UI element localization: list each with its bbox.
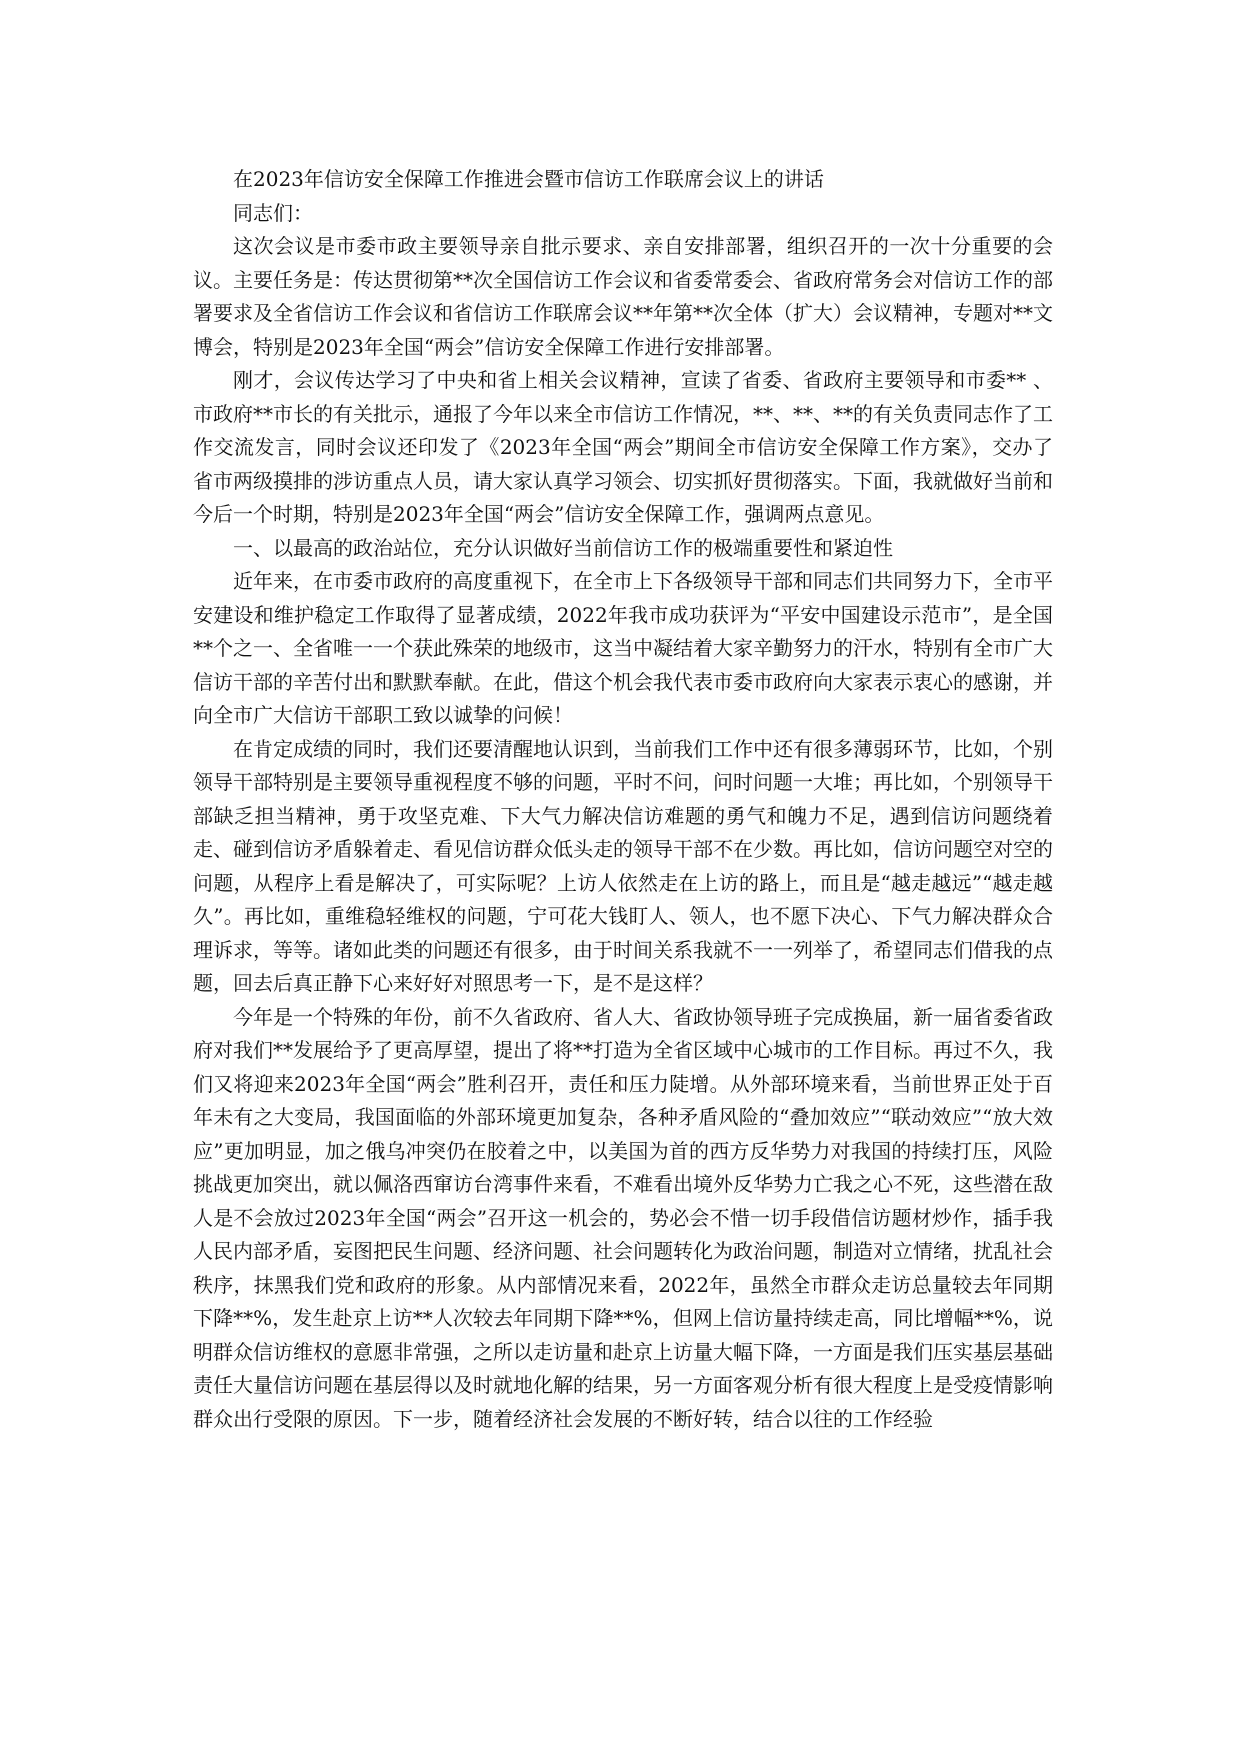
- paragraph-review: 刚才，会议传达学习了中央和省上相关会议精神，宣读了省委、省政府主要领导和市委** 、市政府**市长的有关批示，通报了今年以来全市信访工作情况，**、**、**的有关负责同志作了工作交流发言，同时会议还印发了《2023年全国“两会”期间全市信访安全保障工作方案》，交办了省市两级摸排的涉访重点人员，请大家认真学习领会、切实抓好贯彻落实。下面，我就做好当前和今后一个时期，特别是2023年全国“两会”信访安全保障工作，强调两点意见。: [193, 368, 1053, 526]
- paragraph-situation: 今年是一个特殊的年份，前不久省政府、省人大、省政协领导班子完成换届，新一届省委省政府对我们**发展给予了更高厚望，提出了将**打造为全省区域中心城市的工作目标。再过不久，我们又将迎来2023年全国“两会”胜利召开，责任和压力陡增。从外部环境来看，当前世界正处于百年未有之大变局，我国面临的外部环境更加复杂，各种矛盾风险的“叠加效应”“联动效应”“放大效应”更加明显，加之俄乌冲突仍在胶着之中，以美国为首的西方反华势力对我国的持续打压，风险挑战更加突出，就以佩洛西窜访台湾事件来看，不难看出境外反华势力亡我之心不死，这些潜在敌人是不会放过2023年全国“两会”召开这一机会的，势必会不惜一切手段借信访题材炒作，插手我人民内部矛盾，妄图把民生问题、经济问题、社会问题转化为政治问题，制造对立情绪，扰乱社会秩序，抹黑我们党和政府的形象。从内部情况来看，2022年，虽然全市群众走访总量较去年同期下降**%，发生赴京上访**人次较去年同期下降**%，但网上信访量持续走高，同比增幅**%，说明群众信访维权的意愿非常强，之所以走访量和赴京上访量大幅下降，一方面是我们压实基层基础责任大量信访问题在基层得以及时就地化解的结果，另一方面客观分析有很大程度上是受疫情影响群众出行受限的原因。下一步，随着经济社会发展的不断好转，结合以往的工作经验: [193, 1004, 1053, 1431]
- paragraph-intro: 这次会议是市委市政主要领导亲自批示要求、亲自安排部署，组织召开的一次十分重要的会议。主要任务是：传达贯彻第**次全国信访工作会议和省委常委会、省政府常务会对信访工作的部署要求及全省信访工作会议和省信访工作联席会议**年第**次全体（扩大）会议精神，专题对**文博会，特别是2023年全国“两会”信访安全保障工作进行安排部署。: [193, 234, 1053, 359]
- section-heading-1: 一、以最高的政治站位，充分认识做好当前信访工作的极端重要性和紧迫性: [233, 535, 893, 560]
- paragraph-achievements: 近年来，在市委市政府的高度重视下，在全市上下各级领导干部和同志们共同努力下，全市平安建设和维护稳定工作取得了显著成绩，2022年我市成功获评为“平安中国建设示范市”，是全国**个之一、全省唯一一个获此殊荣的地级市，这当中凝结着大家辛勤努力的汗水，特别有全市广大信访干部的辛苦付出和默默奉献。在此，借这个机会我代表市委市政府向大家表示衷心的感谢，并向全市广大信访干部职工致以诚挚的问候！: [193, 569, 1053, 727]
- document-title: 在2023年信访安全保障工作推进会暨市信访工作联席会议上的讲话: [233, 167, 824, 191]
- document-page: [193, 163, 1053, 1436]
- salutation: 同志们：: [233, 200, 313, 225]
- paragraph-weaknesses: 在肯定成绩的同时，我们还要清醒地认识到，当前我们工作中还有很多薄弱环节，比如，个别领导干部特别是主要领导重视程度不够的问题，平时不问，问时问题一大堆；再比如，个别领导干部缺乏担当精神，勇于攻坚克难、下大气力解决信访难题的勇气和魄力不足，遇到信访问题绕着走、碰到信访矛盾躲着走、看见信访群众低头走的领导干部不在少数。再比如，信访问题空对空的问题，从程序上看是解决了，可实际呢？上访人依然走在上访的路上，而且是“越走越远”“越走越久”。再比如，重维稳轻维权的问题，宁可花大钱盯人、领人，也不愿下决心、下气力解决群众合理诉求，等等。诸如此类的问题还有很多，由于时间关系我就不一一列举了，希望同志们借我的点题，回去后真正静下心来好好对照思考一下，是不是这样？: [193, 736, 1053, 995]
